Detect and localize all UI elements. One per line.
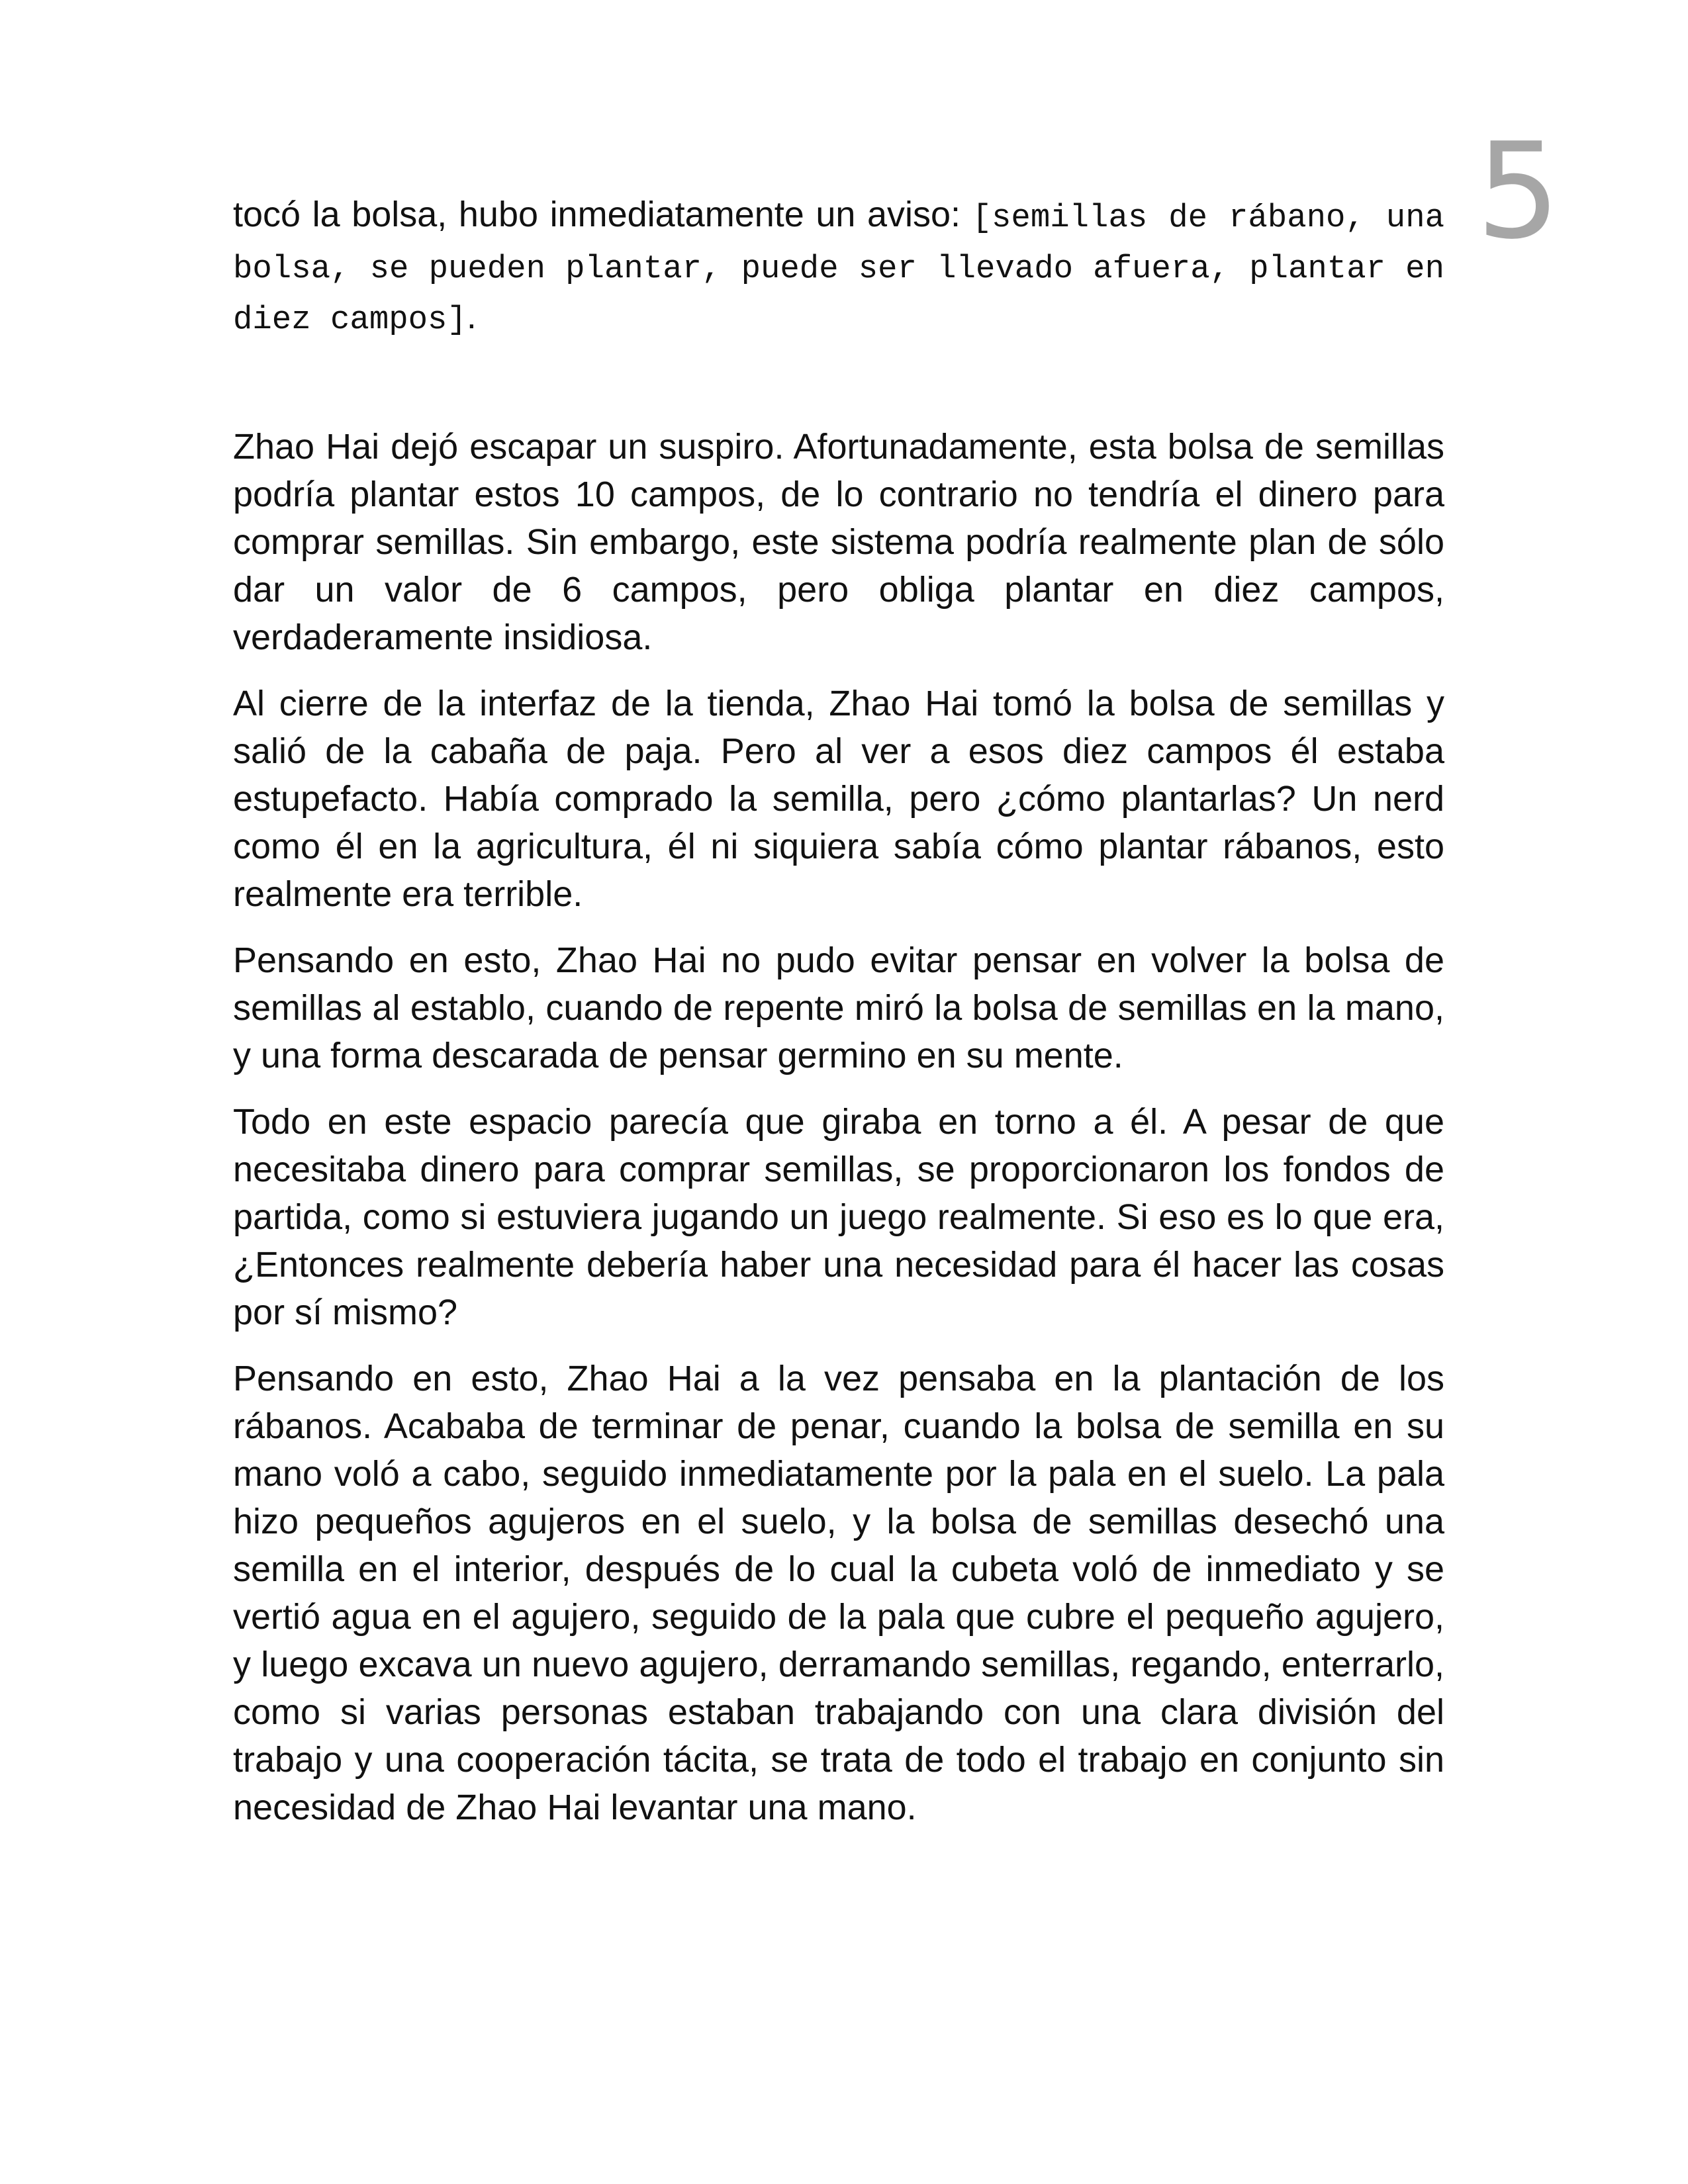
paragraph-4: Todo en este espacio parecía que giraba en torno a él. A pesar de que necesitaba dinero para comprar semillas, se proporcionaron los fondos de partida, como si estuviera jugando un juego realmente. Si eso es lo que era, ¿Entonces realmente debería haber una necesidad para él hacer las cosas por sí mismo? [233, 1102, 1444, 1332]
opening-paragraph [233, 191, 1444, 343]
body-text [233, 191, 1444, 1850]
paragraph-1: Zhao Hai dejó escapar un suspiro. Afortunadamente, esta bolsa de semillas podría plantar estos 10 campos, de lo contrario no tendría el dinero para comprar semillas. Sin embargo, este sistema podría realmente plan de sólo dar un valor de 6 campos, pero obliga plantar en diez campos, verdaderamente insidiosa. [233, 427, 1444, 657]
paragraph-3: Pensando en esto, Zhao Hai no pudo evitar pensar en volver la bolsa de semillas al establo, cuando de repente miró la bolsa de semillas en la mano, y una forma descarada de pensar germino en su mente. [233, 940, 1444, 1075]
opening-paragraph-tail: . [466, 296, 477, 336]
opening-paragraph-lead: tocó la bolsa, hubo inmediatamente un aviso: [233, 195, 972, 234]
page-number: 5 [1476, 114, 1561, 269]
paragraph-5: Pensando en esto, Zhao Hai a la vez pensaba en la plantación de los rábanos. Acababa de terminar de penar, cuando la bolsa de semilla en su mano voló a cabo, seguido inmediatamente por la pala en el suelo. La pala hizo pequeños agujeros en el suelo, y la bolsa de semillas desechó una semilla en el interior, después de lo cual la cubeta voló de inmediato y se vertió agua en el agujero, seguido de la pala que cubre el pequeño agujero, y luego excava un nuevo agujero, derramando semillas, regando, enterrarlo, como si varias personas estaban trabajando con una clara división del trabajo y una cooperación tácita, se trata de todo el trabajo en conjunto sin necesidad de Zhao Hai levantar una mano. [233, 1359, 1444, 1827]
system-notice: [semillas de rábano, una bolsa, se pueden plantar, puede ser llevado afuera, plantar en diez campos] [233, 199, 1444, 338]
paragraph-2: Al cierre de la interfaz de la tienda, Zhao Hai tomó la bolsa de semillas y salió de la cabaña de paja. Pero al ver a esos diez campos él estaba estupefacto. Había comprado la semilla, pero ¿cómo plantarlas? Un nerd como él en la agricultura, él ni siquiera sabía cómo plantar rábanos, esto realmente era terrible. [233, 684, 1444, 914]
